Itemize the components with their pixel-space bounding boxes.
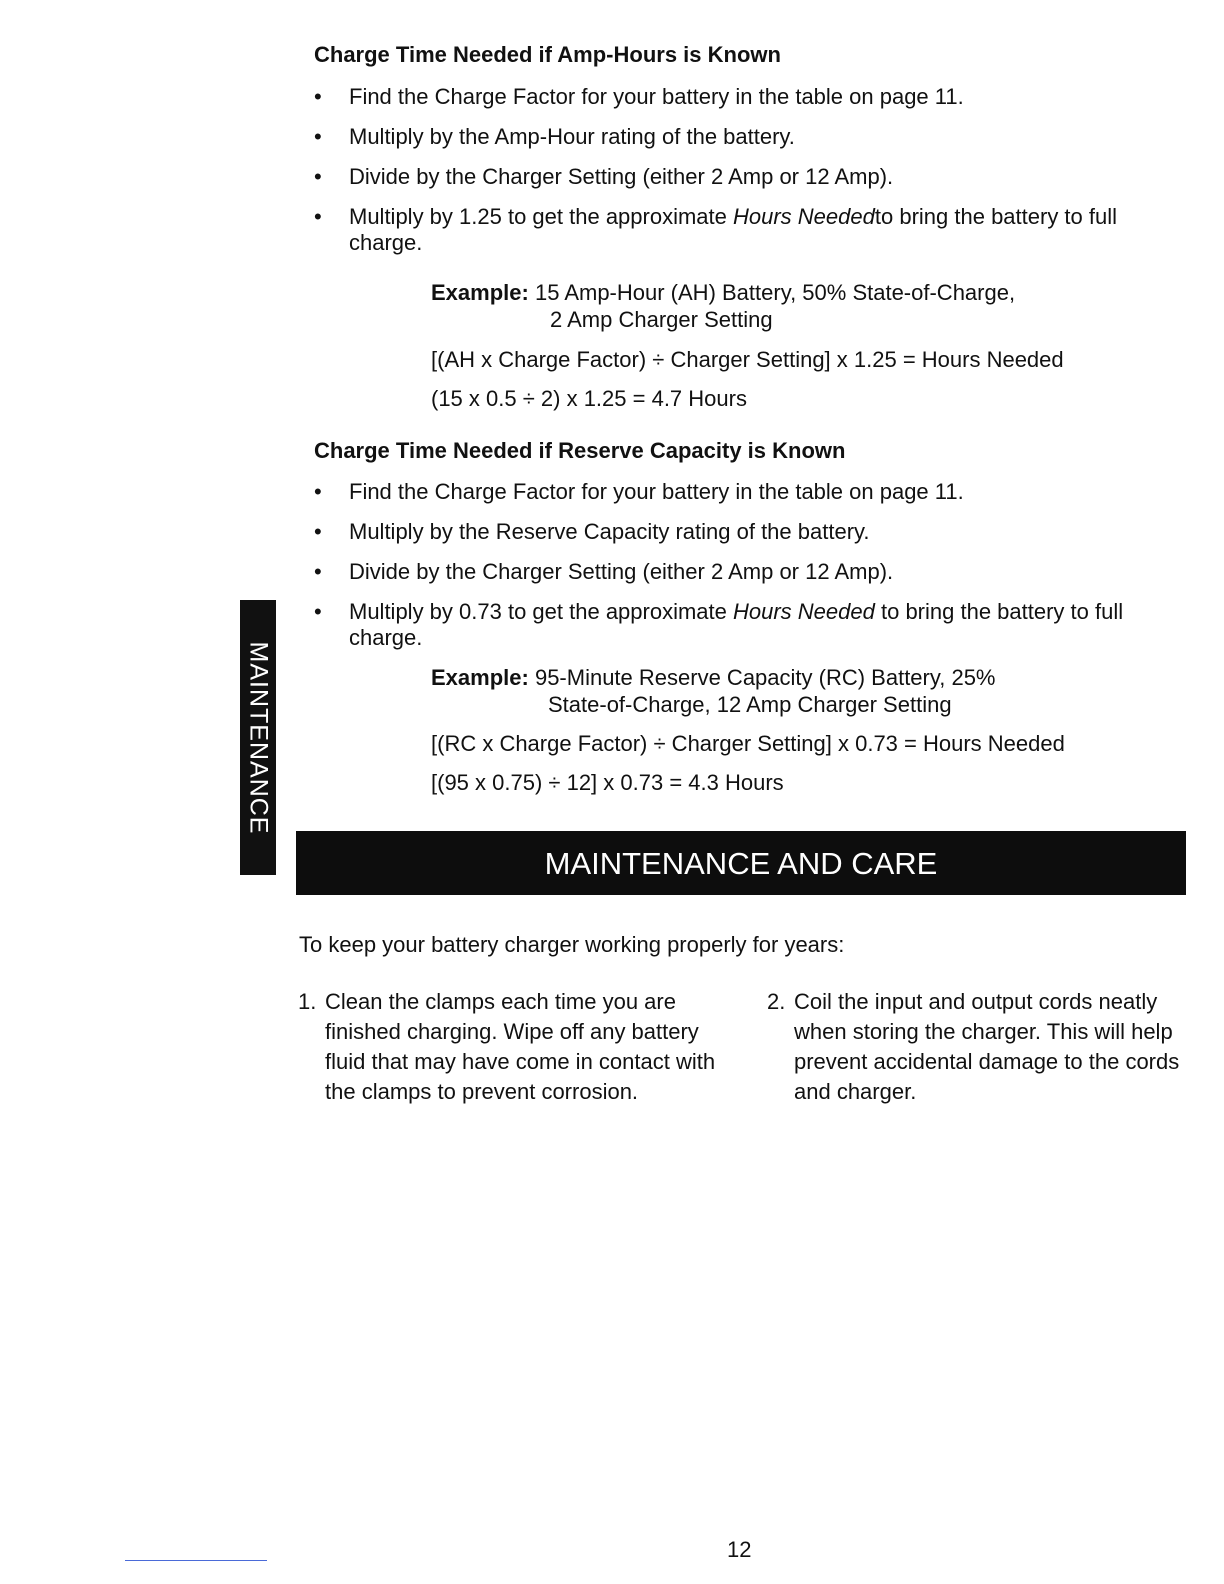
item-number: 1. <box>298 989 317 1014</box>
list-item: • Find the Charge Factor for your battery in the table on page 11. <box>314 84 1144 110</box>
care-item-2 <box>767 987 1195 1107</box>
example-line: 95-Minute Reserve Capacity (RC) Battery, 25% <box>534 665 996 690</box>
example-line: 15 Amp-Hour (AH) Battery, 50% State-of-Charge, <box>534 280 1016 305</box>
example-line: 2 Amp Charger Setting <box>550 307 773 332</box>
banner-title: MAINTENANCE AND CARE <box>544 846 938 881</box>
list-item: • Divide by the Charger Setting (either 2 Amp or 12 Amp). <box>314 559 1144 585</box>
section-heading-reserve-capacity: Charge Time Needed if Reserve Capacity is Known <box>314 438 846 463</box>
bullet-list-reserve-capacity <box>314 479 1144 665</box>
page-number: 12 <box>727 1537 752 1562</box>
side-tab-label: MAINTENANCE <box>244 641 273 834</box>
example-block-reserve-capacity <box>431 664 1151 718</box>
formula: [(RC x Charge Factor) ÷ Charger Setting] x 0.73 = Hours Needed <box>431 731 1065 756</box>
list-item: • Divide by the Charger Setting (either 2 Amp or 12 Amp). <box>314 164 1144 190</box>
list-item: • Find the Charge Factor for your battery in the table on page 11. <box>314 479 1144 505</box>
intro-text: To keep your battery charger working properly for years: <box>299 932 845 957</box>
item-text: Coil the input and output cords neatly when storing the charger. This will help prevent accidental damage to the cords and charger. <box>794 989 1180 1104</box>
section-banner <box>296 831 1186 895</box>
care-item-1 <box>298 987 718 1107</box>
calculation: [(95 x 0.75) ÷ 12] x 0.73 = 4.3 Hours <box>431 770 784 795</box>
list-item: • Multiply by the Reserve Capacity rating of the battery. <box>314 519 1144 545</box>
list-item: • Multiply by 0.73 to get the approximate Hours Needed to bring the battery to full charge. <box>314 599 1144 651</box>
section-heading-amp-hours: Charge Time Needed if Amp-Hours is Known <box>314 42 781 67</box>
side-tab <box>240 600 276 875</box>
item-number: 2. <box>767 989 786 1014</box>
example-label: Example: <box>431 665 529 690</box>
example-line: State-of-Charge, 12 Amp Charger Setting <box>548 692 952 717</box>
list-item: • Multiply by the Amp-Hour rating of the battery. <box>314 124 1144 150</box>
bullet-list-amp-hours <box>314 84 1144 270</box>
list-item: • Multiply by 1.25 to get the approximate Hours Neededto bring the battery to full charge. <box>314 204 1144 256</box>
formula: [(AH x Charge Factor) ÷ Charger Setting] x 1.25 = Hours Needed <box>431 347 1064 372</box>
footer-divider <box>125 1560 267 1561</box>
example-block-amp-hours <box>431 279 1151 333</box>
item-text: Clean the clamps each time you are finished charging. Wipe off any battery fluid that may have come in contact with the clamps to prevent corrosion. <box>325 989 716 1104</box>
calculation: (15 x 0.5 ÷ 2) x 1.25 = 4.7 Hours <box>431 386 747 411</box>
example-label: Example: <box>431 280 529 305</box>
